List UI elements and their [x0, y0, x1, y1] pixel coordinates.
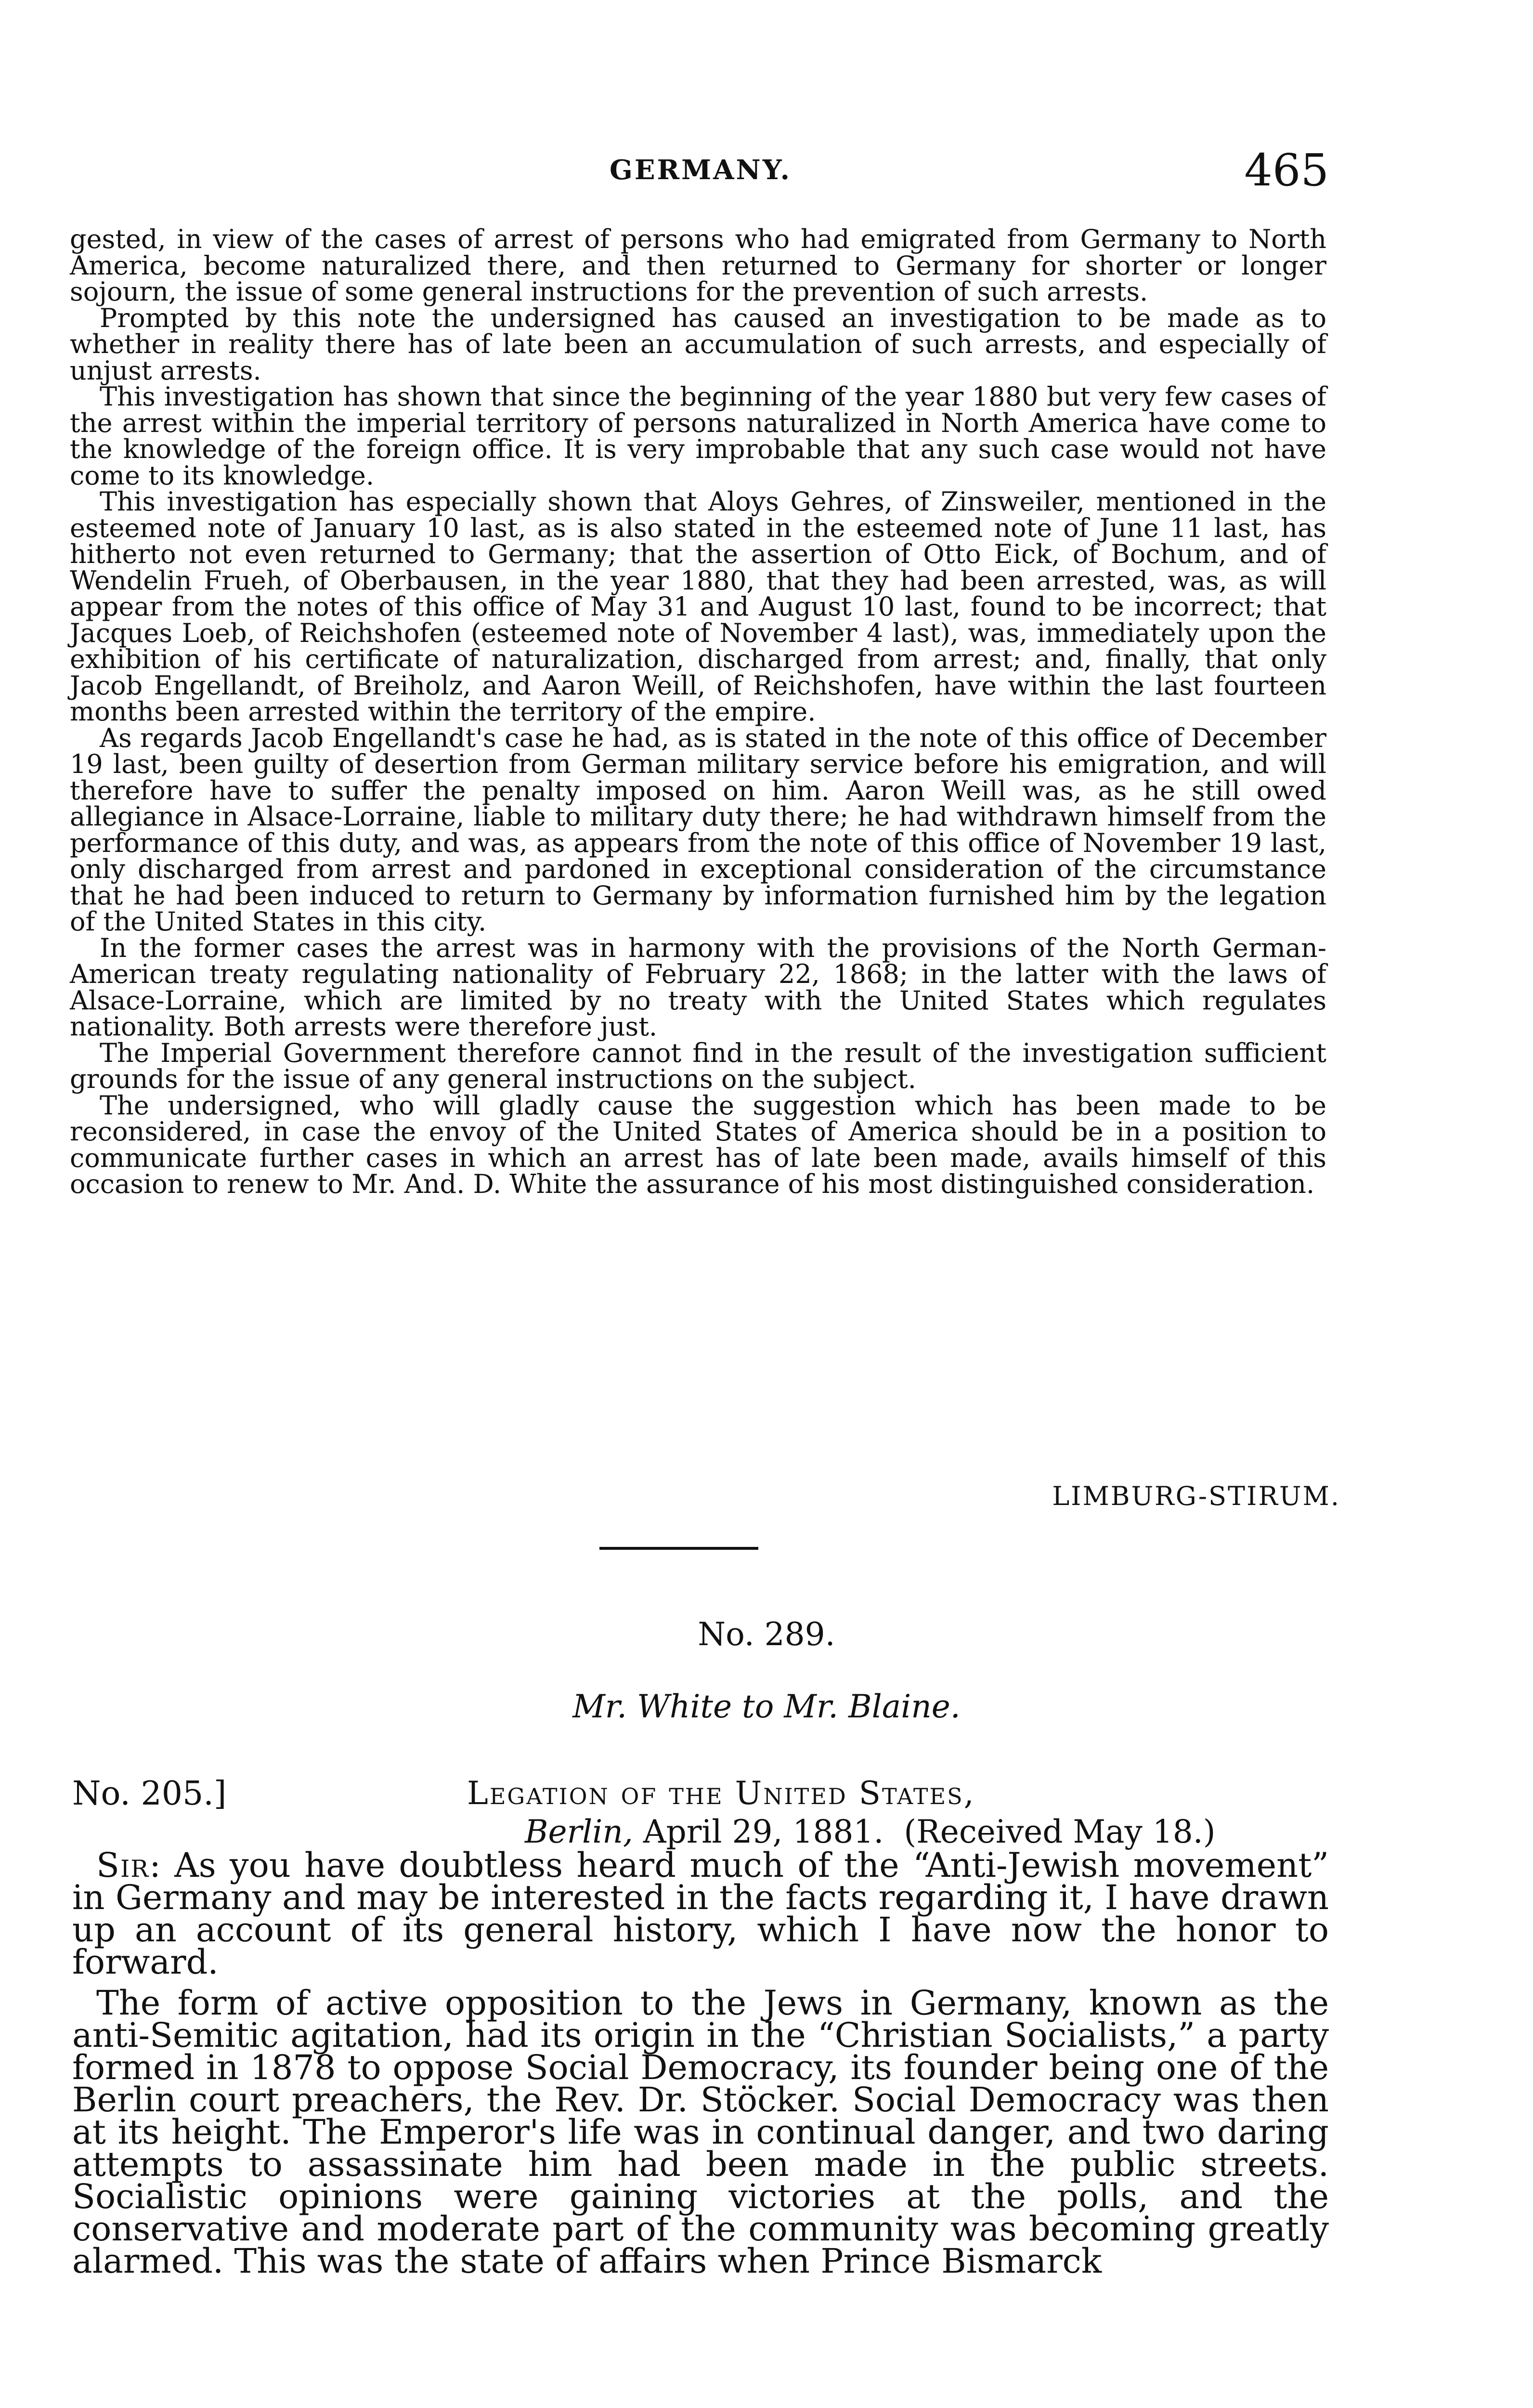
letter-paragraph: The form of active opposition to the Jews in Germany, known as the anti-Semitic agitation, had its origin in the “Christian Socialists,” a party formed in 1878 to oppose Social Democracy, its founder being one of the Berlin court preachers, the Rev. Dr. Stöcker. Social Democracy was then at its height. The Emperor's life was in continual danger, and two daring attempts to assassinate him had been made in the public streets. Socialistic opinions were gaining victories at the polls, and the conservative and moderate part of the community was becoming greatly alarmed. This was the state of affairs when Prince Bismarck: [72, 1983, 1329, 2281]
enclosure-signature: LIMBURG-STIRUM.: [1052, 1481, 1340, 1511]
enclosure-paragraph: In the former cases the arrest was in harmony with the provisions of the North German-American treaty regulating nationality of February 22, 1868; in the latter with the laws of Alsace-Lorraine, which are limited by no treaty with the United States which regulates nationality. Both arrests were therefore just.: [70, 932, 1326, 1042]
enclosure-paragraph: The Imperial Government therefore cannot find in the result of the investigation sufficient grounds for the issue of any general instructions on the subject.: [70, 1037, 1326, 1094]
enclosure-paragraph: As regards Jacob Engellandt's case he had, as is stated in the note of this office of December 19 last, been guilty of desertion from German military service before his emigration, and will therefore have to suffer the penalty imposed on him. Aaron Weill was, as he still owed allegiance in Alsace-Lorraine, liable to military duty there; he had withdrawn himself from the performance of this duty, and was, as appears from the note of this office of November 19 last, only discharged from arrest and pardoned in exceptional consideration of the circumstance that he had been induced to return to Germany by information furnished him by the legation of the United States in this city.: [70, 722, 1326, 937]
dateline-received: (Received May 18.): [904, 1813, 1216, 1850]
salutation: Sir: [96, 1845, 150, 1885]
enclosure-paragraph: This investigation has shown that since the beginning of the year 1880 but very few cases of the arrest within the imperial territory of persons naturalized in North America have come to the knowledge of the foreign office. It is very improbable that any such case would not have come to its knowledge.: [70, 381, 1326, 491]
letter-paragraph: [72, 1845, 1329, 1982]
dateline-place: Berlin: [525, 1813, 623, 1850]
document-number: No. 289.: [698, 1616, 835, 1653]
enclosure-paragraph: This investigation has especially shown that Aloys Gehres, of Zinsweiler, mentioned in the esteemed note of January 10 last, as is also stated in the esteemed note of June 11 last, has hitherto not even returned to Germany; that the assertion of Otto Eick, of Bochum, and of Wendelin Frueh, of Oberbausen, in the year 1880, that they had been arrested, was, as will appear from the notes of this office of May 31 and August 10 last, found to be incorrect; that Jacques Loeb, of Reichshofen (esteemed note of November 4 last), was, immediately upon the exhibition of his certificate of naturalization, discharged from arrest; and, finally, that only Jacob Engellandt, of Breiholz, and Aaron Weill, of Reichshofen, have within the last fourteen months been arrested within the territory of the empire.: [70, 486, 1326, 727]
enclosure-paragraph: Prompted by this note the undersigned has caused an investigation to be made as to whether in reality there has of late been an accumulation of such arrests, and especially of unjust arrests.: [70, 302, 1326, 386]
dateline-comma: ,: [623, 1813, 643, 1850]
running-title: GERMANY.: [610, 154, 792, 186]
enclosure-text: [70, 226, 1326, 1198]
legation-line: Legation of the United States,: [467, 1775, 975, 1812]
section-divider: [599, 1547, 758, 1550]
letter-paragraph-text: : As you have doubtless heard much of the “Anti-Jewish movement” in Germany and may be interested in the facts regarding it, I have drawn up an account of its general history, which I have now the honor to forward.: [72, 1845, 1329, 1982]
despatch-number: No. 205.]: [72, 1775, 227, 1813]
page-number: 465: [1244, 144, 1329, 196]
letter-body: [72, 1845, 1329, 2286]
enclosure-paragraph: gested, in view of the cases of arrest of persons who had emigrated from Germany to North America, become naturalized there, and then returned to Germany for shorter or longer sojourn, the issue of some general instructions for the prevention of such arrests.: [70, 224, 1326, 307]
running-head: [72, 144, 1329, 197]
enclosure-paragraph: The undersigned, who will gladly cause the suggestion which has been made to be reconsidered, in case the envoy of the United States of America should be in a position to communicate further cases in which an arrest has of late been made, avails himself of this occasion to renew to Mr. And. D. White the assurance of his most distinguished consideration.: [70, 1090, 1326, 1199]
document-heading: Mr. White to Mr. Blaine.: [572, 1688, 961, 1725]
dateline: [525, 1813, 1215, 1850]
dateline-date: April 29, 1881.: [643, 1813, 884, 1850]
